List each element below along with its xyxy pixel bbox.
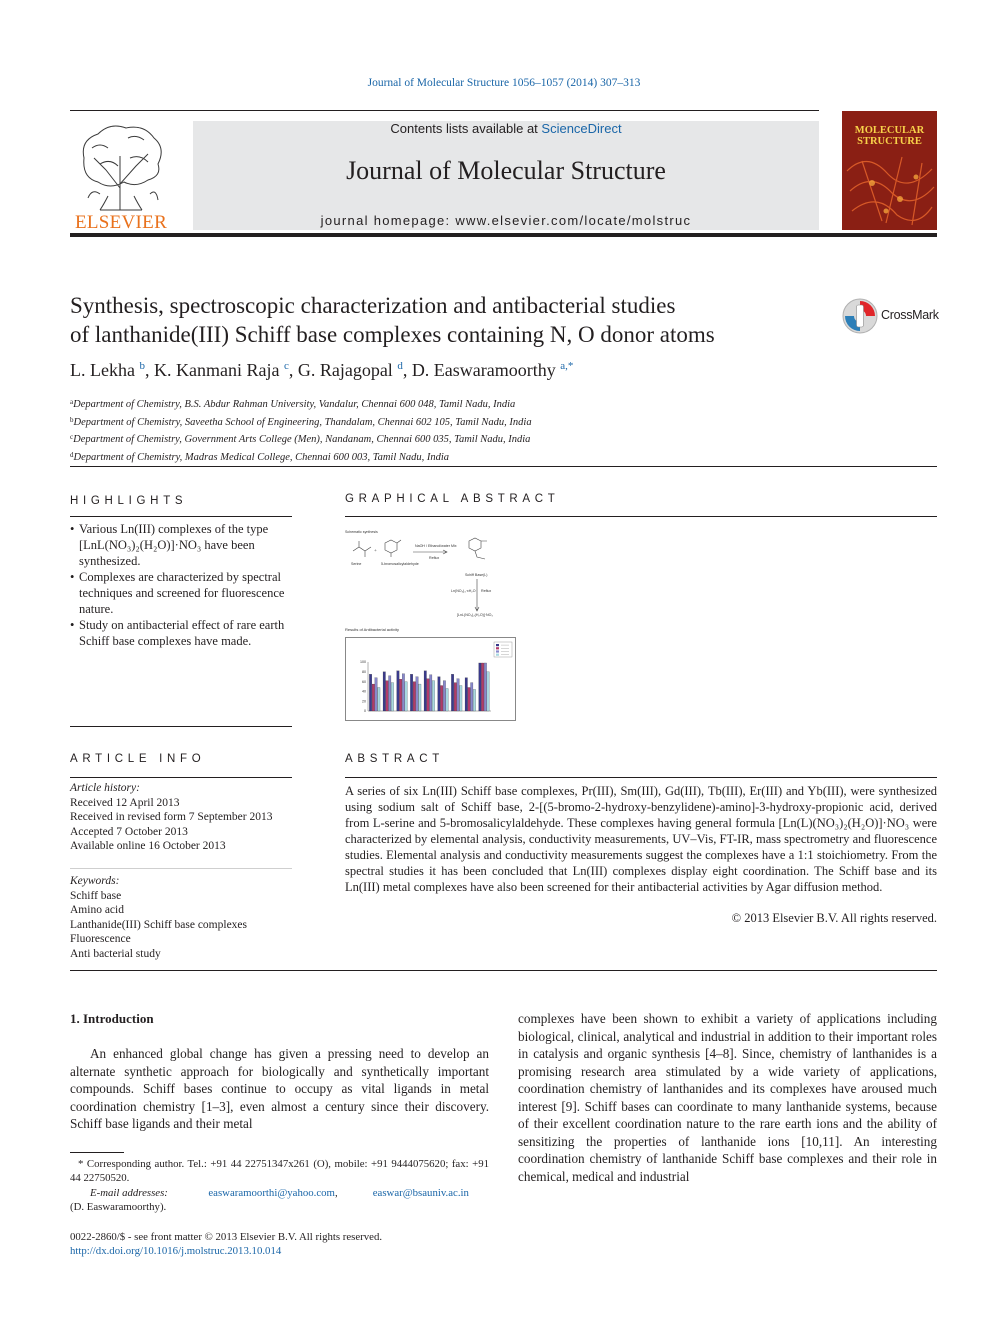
keyword-item: Schiff base xyxy=(70,889,122,902)
history-item: Accepted 7 October 2013 xyxy=(70,825,188,838)
scheme-reflux1-label: Reflux xyxy=(429,556,440,560)
chart-bar xyxy=(457,679,459,711)
chart-bar xyxy=(383,672,385,711)
author-name: K. Kanmani Raja xyxy=(153,360,280,380)
doi-link[interactable]: http://dx.doi.org/10.1016/j.molstruc.2013.10.014 xyxy=(70,1245,282,1258)
contents-prefix: Contents lists available at xyxy=(390,121,542,136)
history-item: Received in revised form 7 September 2013 xyxy=(70,811,273,823)
scheme-serine-label: Serine xyxy=(351,562,362,566)
sciencedirect-link[interactable]: ScienceDirect xyxy=(541,121,622,136)
affiliation-item: $^a$Department of Chemistry, B.S. Abdur Rahman University, Vandalur, Chennai 600 048, Tamil Nadu, India xyxy=(70,398,516,410)
footnote-rule xyxy=(70,1152,124,1153)
chart-bar xyxy=(454,683,456,711)
scheme-title: Schematic synthesis xyxy=(345,530,378,534)
history-item: Received 12 April 2013 xyxy=(70,796,180,809)
scheme-product-label: [LnL(NO₃)₂(H₂O)]·NO₃ xyxy=(457,613,493,617)
chart-y-tick-label: 100 xyxy=(360,660,366,665)
scheme-reflux2-label: Reflux xyxy=(481,589,492,593)
chart-bar xyxy=(375,678,377,711)
highlight-item: • Complexes are characterized by spectral techniques and screened for fluorescence nature. xyxy=(70,569,292,617)
chart-y-tick-label: 0 xyxy=(364,709,366,714)
abstract-rule xyxy=(345,777,937,778)
chart-bar xyxy=(424,671,426,711)
highlights-bottom-rule xyxy=(70,726,292,727)
crossmark-badge[interactable] xyxy=(842,297,942,335)
history-item: Available online 16 October 2013 xyxy=(70,840,226,852)
antibacterial-bar-chart xyxy=(346,638,515,720)
chart-legend-swatch xyxy=(496,644,499,646)
affiliation-item: $^d$Department of Chemistry, Madras Medical College, Chennai 600 003, Tamil Nadu, India xyxy=(70,450,450,463)
author-affil-sup[interactable]: d xyxy=(397,360,403,372)
journal-citation[interactable]: Journal of Molecular Structure 1056–1057 (2014) 307–313 xyxy=(367,77,641,89)
chart-bar xyxy=(479,663,481,711)
chart-bar xyxy=(419,684,421,711)
article-info-heading: ARTICLE INFO xyxy=(70,753,206,765)
chart-bar xyxy=(451,674,453,711)
abstract-copyright: © 2013 Elsevier B.V. All rights reserved. xyxy=(731,911,937,925)
cover-title-line2: STRUCTURE xyxy=(857,136,922,147)
keywords-divider xyxy=(70,868,292,869)
highlight-item: • Study on antibacterial effect of rare earth Schiff base complexes have made. xyxy=(70,617,292,649)
graphical-abstract-heading: GRAPHICAL ABSTRACT xyxy=(345,493,560,505)
cover-title-line1: MOLECULAR xyxy=(854,125,925,136)
chart-bar xyxy=(372,684,374,711)
chart-bar xyxy=(430,675,432,711)
journal-homepage[interactable]: journal homepage: www.elsevier.com/locate/molstruc xyxy=(320,213,692,228)
article-title xyxy=(70,291,830,349)
highlights-rule xyxy=(70,516,292,517)
issn-line: 0022-2860/$ - see front matter © 2013 Elsevier B.V. All rights reserved. xyxy=(70,1231,383,1243)
chart-bar xyxy=(484,663,486,711)
chart-legend-swatch xyxy=(496,654,499,656)
intro-left-column: An enhanced global change has given a pressing need to develop an alternate synthetic approach for biologically and synthetically important compounds. Schiff bases continue to occupy as vital ligands in metal coordination chemistry [1–3], even almost a century since their discovery. Schiff base ligands and their metal xyxy=(70,1046,489,1131)
crossmark-label: CrossMark xyxy=(881,308,939,322)
front-matter-divider xyxy=(70,970,937,971)
header-thick-rule xyxy=(70,233,937,237)
author-name: L. Lekha xyxy=(70,360,135,380)
chart-bar xyxy=(402,674,404,711)
chart-caption: Results of Antibacterial activity xyxy=(345,627,400,632)
chart-bar xyxy=(386,681,388,711)
chart-y-tick-label: 40 xyxy=(362,689,366,694)
antibacterial-chart-frame xyxy=(345,637,516,721)
chart-bar xyxy=(399,679,401,711)
chart-bar xyxy=(405,682,407,711)
chart-y-tick-label: 60 xyxy=(362,679,366,684)
chart-bar xyxy=(473,689,475,711)
email-line: E-mail addresses: easwaramoorthi@yahoo.com, easwar@bsauniv.ac.in xyxy=(90,1186,469,1199)
header-top-rule xyxy=(70,110,819,111)
scheme-aldehyde-label: 5-bromosalicylaldehyde xyxy=(381,562,419,566)
email-owner: (D. Easwaramoorthy). xyxy=(70,1201,167,1214)
author-affil-sup[interactable]: b xyxy=(139,360,145,372)
highlights-list xyxy=(70,521,292,649)
chart-bar xyxy=(471,683,473,711)
keyword-item: Amino acid xyxy=(70,904,124,916)
journal-title: Journal of Molecular Structure xyxy=(346,156,666,185)
author-list: L. Lekha $^b$, K. Kanmani Raja $^c$, G. Rajagopal $^d$, D. Easwaramoorthy $^{a,*}$ xyxy=(70,360,574,380)
issn-block xyxy=(70,1230,489,1259)
affiliation-item: $^c$Department of Chemistry, Government Arts College (Men), Nandanam, Chennai 600 035, Tamil Nadu, India xyxy=(70,433,531,446)
scheme-ln-reagent-label: Ln(NO₃)₃·xH₂O xyxy=(451,589,476,593)
affiliation-item: $^b$Department of Chemistry, Saveetha School of Engineering, Thandalam, Chennai 602 105, Tamil Nadu, India xyxy=(70,415,532,428)
chart-y-tick-label: 20 xyxy=(362,699,366,704)
chart-bar xyxy=(438,677,440,711)
highlights-heading: HIGHLIGHTS xyxy=(70,495,188,507)
email-link-2[interactable]: easwar@bsauniv.ac.in xyxy=(372,1186,469,1199)
svg-text:+: + xyxy=(374,549,377,554)
chart-bar xyxy=(427,679,429,711)
journal-cover-image xyxy=(842,111,937,230)
chart-bar xyxy=(446,688,448,711)
chart-legend-swatch xyxy=(496,650,499,652)
chart-bar xyxy=(378,687,380,711)
intro-right-column: complexes have been shown to exhibit a variety of applications including biological, clinical, analytical and industrial in addition to their important roles in catalysis and organic synthesis [4–8]. Since, chemistry of lanthanides is a promising research area stimulated by a wide variety of applications, coordination chemistry of lanthanides and its complexes have aroused much interest [9]. Schiff bases can coordinate to many lanthanide systems, because of their excellent coordination nature to the rare earth ions and the ability of sensitizing the properties of lanthanide ions [10,11]. An interesting coordination chemistry of lanthanide Schiff base complexes and their role in chemical, medical and industrial xyxy=(518,1011,937,1184)
email-label: E-mail addresses: xyxy=(90,1186,168,1199)
author-name: G. Rajagopal xyxy=(297,360,393,380)
chart-bar xyxy=(481,663,483,711)
contents-line xyxy=(193,121,819,136)
author-affil-sup[interactable]: a,* xyxy=(560,360,574,372)
scheme-schiff-label: Schiff Base(L) xyxy=(465,573,488,577)
chart-bar xyxy=(369,674,371,711)
title-divider xyxy=(70,466,937,467)
article-info xyxy=(70,781,292,854)
chart-bar xyxy=(468,687,470,711)
author-affil-sup[interactable]: c xyxy=(283,360,289,372)
chart-bar xyxy=(410,674,412,711)
chart-bar xyxy=(443,681,445,711)
article-title-line1: Synthesis, spectroscopic characterization and antibacterial studies xyxy=(70,293,676,318)
article-info-rule xyxy=(70,777,292,778)
keywords-block xyxy=(70,874,292,961)
crossmark-icon xyxy=(842,297,878,335)
graphical-abstract-rule xyxy=(345,516,937,517)
chart-bar xyxy=(440,686,442,711)
abstract-text: A series of six Ln(III) Schiff base complexes, Pr(III), Sm(III), Gd(III), Tb(III), Er(III) and Yb(III), were synthesized using sodium salt of Schiff base, 2-[(5-bromo-2-hydroxy-benzylidene)-amino]-3-hydroxy-propionic acid, derived from L-serine and 5-bromosalicylaldehyde. These complexes having general formula [Ln(L)(NO₃)₂(H₂O)]·NO₃ were characterized by elemental analysis, conductivity measurements, UV–Vis, FT-IR, mass spectrometry and fluorescence studies. Elemental analysis and conductivity measurements suggest the complexes have a 1:1 stoichiometry. From the spectral studies it has been concluded that Ln(III) complexes display eight coordination. The Schiff base and its Ln(III) metal complexes have also been screened for their antibacterial activities by Agar diffusion method. xyxy=(345,784,937,894)
affiliations xyxy=(70,395,930,465)
history-label: Article history: xyxy=(70,782,140,794)
article-title-line2: of lanthanide(III) Schiff base complexes containing N, O donor atoms xyxy=(70,322,715,347)
scheme-reagent-label: NaOH / Ethanol/water Mix xyxy=(415,544,457,548)
corresponding-footnote xyxy=(70,1157,489,1215)
cover-title xyxy=(842,125,937,147)
keyword-item: Anti bacterial study xyxy=(70,947,161,960)
chart-bar xyxy=(391,683,393,711)
chart-bar xyxy=(397,671,399,711)
chart-y-tick-label: 80 xyxy=(362,670,366,674)
synthesis-scheme xyxy=(345,527,515,622)
chart-bar xyxy=(389,676,391,711)
email-link-1[interactable]: easwaramoorthi@yahoo.com xyxy=(208,1186,335,1199)
chart-bar xyxy=(460,686,462,711)
keyword-item: Fluorescence xyxy=(70,933,131,945)
abstract-heading: ABSTRACT xyxy=(345,753,444,765)
author-name: D. Easwaramoorthy xyxy=(411,360,556,380)
chart-bar xyxy=(416,677,418,711)
chart-bar xyxy=(413,682,415,711)
corresponding-author-note: * Corresponding author. Tel.: +91 44 22751347x261 (O), mobile: +91 9444075620; fax: +91 44 22750520. xyxy=(70,1158,489,1185)
keyword-item: Lanthanide(III) Schiff base complexes xyxy=(70,918,248,931)
chart-bar xyxy=(465,678,467,711)
elsevier-wordmark: ELSEVIER xyxy=(74,212,168,233)
introduction-heading: 1. Introduction xyxy=(70,1011,154,1026)
chart-legend-swatch xyxy=(496,647,499,649)
chart-bar xyxy=(432,681,434,711)
keywords-label: Keywords: xyxy=(70,875,120,887)
highlight-item: • Various Ln(III) complexes of the type [LnL(NO₃)₂(H₂O)]·NO₃ have been synthesized. xyxy=(70,521,292,569)
chart-bar xyxy=(487,672,489,711)
